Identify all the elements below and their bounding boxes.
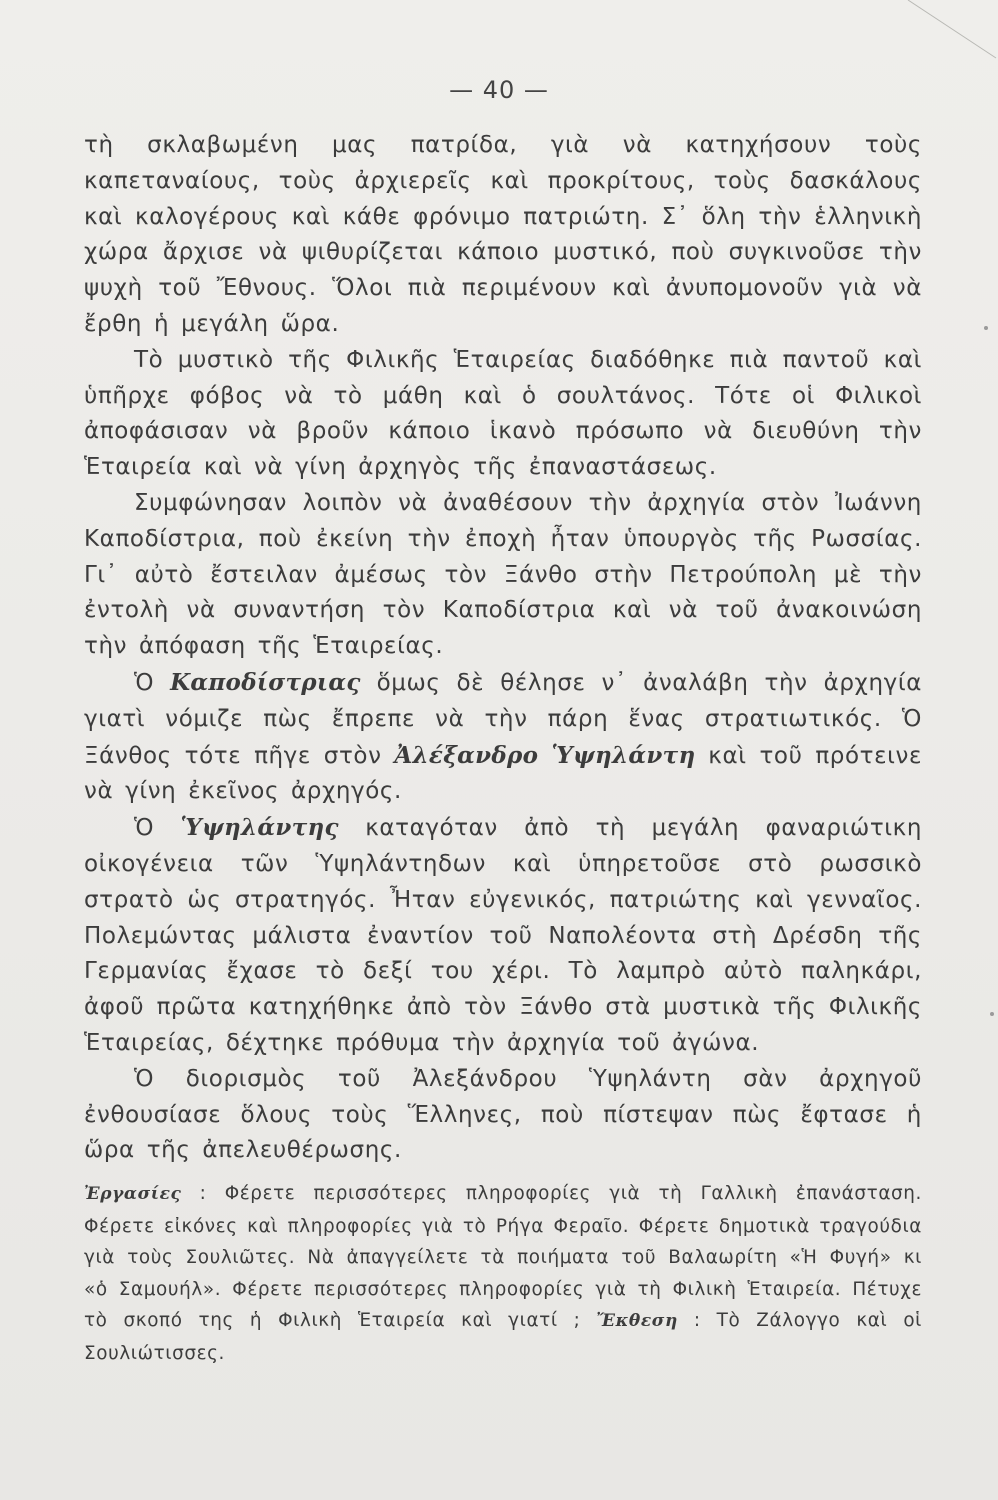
essay-label: Ἔκθεση	[596, 1311, 678, 1332]
exercises-paragraph	[84, 1178, 922, 1370]
paragraph-5-pre: Ὁ	[134, 815, 181, 842]
paragraph-6: Ὁ διορισμὸς τοῦ Ἀλεξάνδρου Ὑψηλάντη σὰν ἀρχηγοῦ ἐνθουσίασε ὅλους τοὺς Ἕλληνες, ποὺ πίστεψαν πὼς ἔφτασε ἡ ὥρα τῆς ἀπελευθέρωσης.	[84, 1065, 922, 1164]
paragraph-5-post: καταγόταν ἀπὸ τὴ μεγάλη φαναριώτικη οἰκογένεια τῶν Ὑψηλάντηδων καὶ ὑπηρετοῦσε στὸ ρωσσικὸ στρατὸ ὡς στρατηγός. Ἦταν εὐγενικός, πατριώτης καὶ γενναῖος. Πολεμώντας μάλιστα ἐναντίον τοῦ Ναπολέοντα στὴ Δρέσδη τῆς Γερμανίας ἔχασε τὸ δεξί του χέρι. Τὸ λαμπρὸ αὐτὸ παληκάρι, ἀφοῦ πρῶτα κατηχήθηκε ἀπὸ τὸν Ξάνθο στὰ μυστικὰ τῆς Φιλικῆς Ἑταιρείας, δέχτηκε πρόθυμα τὴν ἀρχηγία τοῦ ἀγώνα.	[84, 815, 922, 1056]
paragraph-3: Συμφώνησαν λοιπὸν νὰ ἀναθέσουν τὴν ἀρχηγία στὸν Ἰωάννη Καποδίστρια, ποὺ ἐκείνη τὴν ἐποχὴ ἦταν ὑπουργὸς τῆς Ρωσσίας. Γι᾿ αὐτὸ ἔστειλαν ἀμέσως τὸν Ξάνθο στὴν Πετρούπολη μὲ τὴν ἐντολὴ νὰ συναντήση τὸν Καποδίστρια καὶ νὰ τοῦ ἀνακοινώση τὴν ἀπόφαση τῆς Ἑταιρείας.	[84, 489, 922, 660]
exercises-label: Ἐργασίες	[84, 1184, 182, 1204]
page-number: — 40 —	[449, 76, 549, 104]
exercises-note	[84, 1178, 922, 1370]
paragraph-2: Τὸ μυστικὸ τῆς Φιλικῆς Ἑταιρείας διαδόθηκε πιὰ παντοῦ καὶ ὑπῆρχε φόβος νὰ τὸ μάθη καὶ ὁ σουλτάνος. Τότε οἱ Φιλικοὶ ἀποφάσισαν νὰ βροῦν κάποιο ἱκανὸ πρόσωπο νὰ διευθύνη τὴν Ἑταιρεία καὶ νὰ γίνη ἀρχηγὸς τῆς ἐπαναστάσεως.	[84, 346, 922, 481]
print-speck	[984, 326, 988, 330]
name-kapodistrias: Καποδίστριας	[170, 668, 361, 696]
print-speck	[990, 1012, 994, 1016]
paragraph-1: τὴ σκλαβωμένη μας πατρίδα, γιὰ νὰ κατηχήσουν τοὺς καπεταναίους, τοὺς ἀρχιερεῖς καὶ προκρίτους, τοὺς δασκάλους καὶ καλογέρους καὶ κάθε φρόνιμο πατριώτη. Σ᾿ ὅλη τὴν ἑλληνικὴ χώρα ἄρχισε νὰ ψιθυρίζεται κάποιο μυστικό, ποὺ συγκινοῦσε τὴν ψυχὴ τοῦ Ἔθνους. Ὅλοι πιὰ περιμένουν καὶ ἀνυπομονοῦν γιὰ νὰ ἔρθη ἡ μεγάλη ὥρα.	[84, 132, 922, 337]
name-alexandros-ypsilantis: Ἀλέξανδρο Ὑψηλάντη	[394, 741, 696, 769]
page-edge-line	[878, 0, 998, 60]
body-text	[84, 128, 922, 1169]
exercises-text: : Φέρετε περισσότερες πληροφορίες γιὰ τὴ Γαλλικὴ ἐπανάσταση. Φέρετε εἰκόνες καὶ πληροφορίες γιὰ τὸ Ρήγα Φεραῖο. Φέρετε δημοτικὰ τραγούδια γιὰ τοὺς Σουλιῶτες. Νὰ ἀπαγγείλετε τὰ ποιήματα τοῦ Βαλαωρίτη «Ἡ Φυγή» κι «ὁ Σαμουήλ». Φέρετε περισσότερες πληροφορίες γιὰ τὴ Φιλικὴ Ἑταιρεία. Πέτυχε τὸ σκοπό της ἡ Φιλικὴ Ἑταιρεία καὶ γιατί ;	[84, 1183, 922, 1332]
paragraph-5	[84, 810, 922, 1062]
paragraph-4-post: καὶ τοῦ πρότεινε νὰ γίνη ἐκεῖνος ἀρχηγός.	[84, 742, 922, 805]
paragraph-4	[84, 665, 922, 810]
paragraph-4-pre: Ὁ	[134, 669, 171, 696]
essay-text: : Τὸ Ζάλογγο καὶ οἱ Σουλιώτισσες.	[84, 1310, 922, 1364]
paragraph-4-mid: ὅμως δὲ θέλησε ν᾿ ἀναλάβη τὴν ἀρχηγία γιατὶ νόμιζε πὼς ἔπρεπε νὰ τὴν πάρη ἕνας στρατιωτικός. Ὁ Ξάνθος τότε πῆγε στὸν	[84, 669, 922, 769]
name-ypsilantis: Ὑψηλάντης	[180, 814, 339, 842]
